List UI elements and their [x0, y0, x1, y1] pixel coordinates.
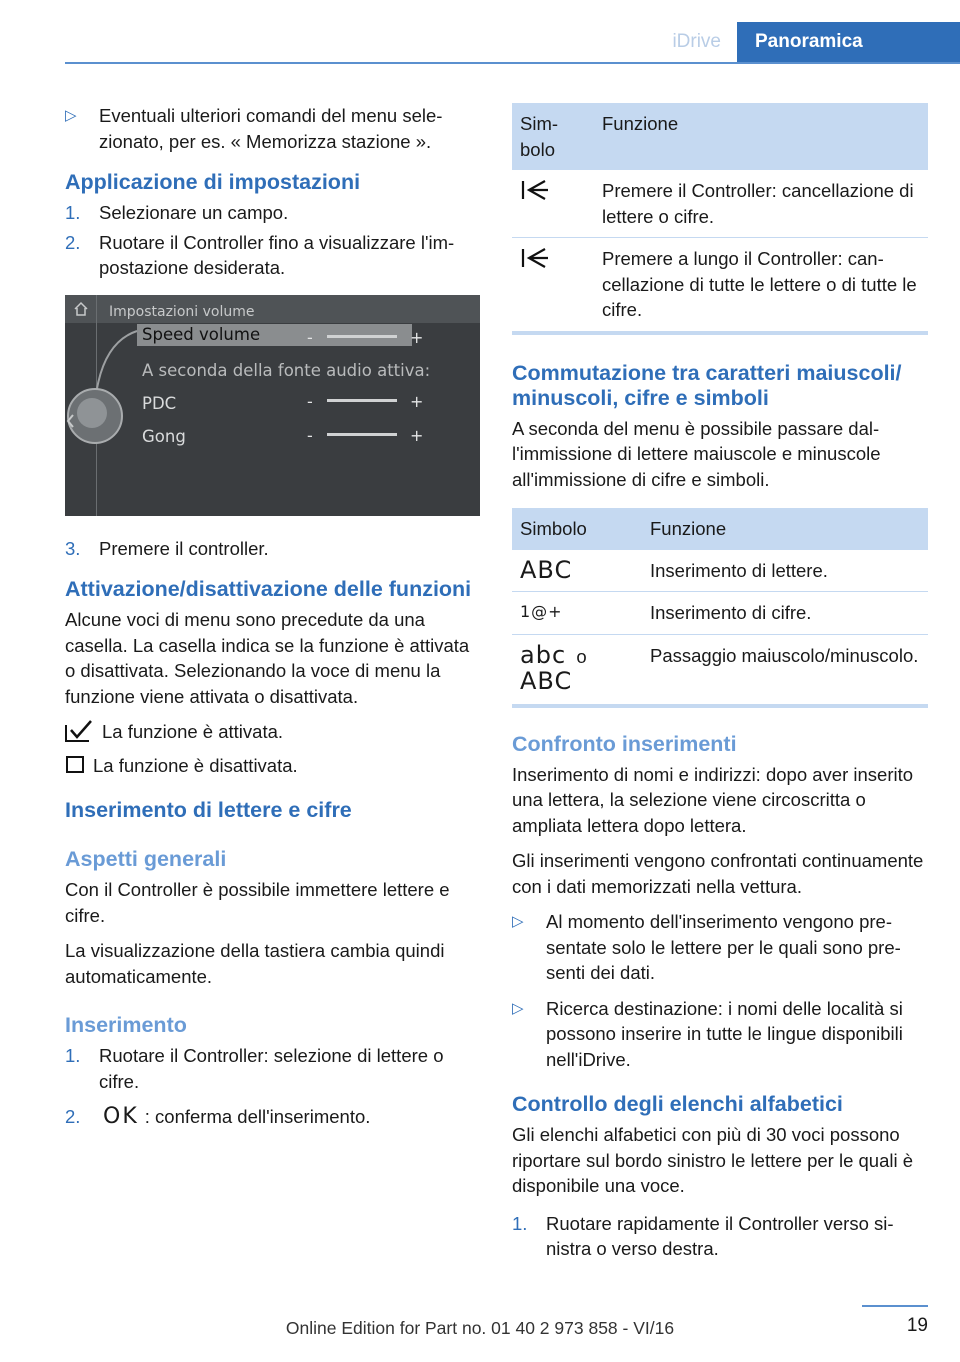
tab-panoramica: Panoramica: [737, 22, 960, 62]
tab-idrive: iDrive: [672, 31, 721, 52]
list-item: 2. OK : conferma dell'inserimento.: [65, 1104, 371, 1129]
checkbox-empty-icon: [65, 754, 91, 776]
plus-icon: +: [410, 425, 424, 445]
checkbox-checked-icon: [65, 720, 99, 744]
menu-label-fonte: A seconda della fonte audio attiva:: [142, 360, 431, 380]
volume-slider: [327, 433, 397, 436]
home-icon: [73, 301, 89, 317]
menu-item-speed-volume: Speed volume: [137, 324, 412, 346]
ok-symbol: OK: [103, 1104, 139, 1129]
list-item: 1. Selezionare un campo.: [65, 202, 289, 223]
footer-edition: Online Edition for Part no. 01 40 2 973 858 - VI/16: [285, 1318, 675, 1338]
plus-icon: +: [410, 327, 424, 347]
list-item: ▷ Ricerca destinazione: i nomi delle località si possono inserire in tutte le lingue disponibili nell'iDrive.: [512, 996, 928, 1073]
screen-title: Impostazioni volume: [109, 303, 255, 320]
controller-graphic: [65, 323, 480, 516]
table-simboli: Simbolo Funzione ABC Inserimento di lettere. 1@+ Inserimento di cifre. abc o ABC Passaggio maiuscolo/minuscolo.: [512, 508, 928, 708]
table-row: Premere il Controller: cancellazione di lettere o cifre.: [512, 170, 928, 238]
list-item: ▷ Al momento dell'inserimento vengono presentate solo le lettere per le quali sono presenti dei dati.: [512, 909, 928, 986]
minus-icon: -: [307, 391, 313, 411]
table-cancellazione: Simbolo Funzione Premere il Controller: cancellazione di lettere o cifre. Premere a lungo il Controller: cancellazione di tutte le lettere o di tutte le cifre.: [512, 103, 928, 335]
abc-upper-symbol: ABC: [520, 667, 573, 695]
bullet-triangle-icon: ▷: [65, 107, 77, 124]
heading-commutazione: Commutazione tra caratteri maiuscoli/ minuscoli, cifre e simboli: [512, 360, 902, 410]
table-row: abc o ABC Passaggio maiuscolo/minuscolo.: [512, 634, 928, 706]
page-number: 19: [862, 1305, 928, 1337]
bullet-triangle-icon: ▷: [512, 999, 524, 1017]
digits-symbol: 1@+: [512, 592, 642, 635]
header-bar: [65, 22, 960, 64]
abc-lower-symbol: abc: [520, 640, 567, 669]
heading-confronto: Confronto inserimenti: [512, 731, 737, 756]
heading-attivazione: Attivazione/disattivazione delle funzioni: [65, 577, 472, 601]
plus-icon: +: [410, 391, 424, 411]
list-item: 1. Ruotare rapidamente il Controller verso sinistra o verso destra.: [512, 1212, 894, 1259]
volume-slider: [327, 399, 397, 402]
heading-inserimento: Inserimento: [65, 1013, 187, 1037]
idrive-screen-image: [65, 295, 480, 516]
abc-upper-symbol: ABC: [512, 550, 642, 592]
check-off-row: La funzione è disattivata.: [65, 753, 480, 779]
list-item: ▷ Eventuali ulteriori comandi del menu selezionato, per es. « Memorizza stazione ».: [65, 103, 480, 154]
table-row: Premere a lungo il Controller: cancellazione di tutte le lettere o di tutte le cifre.: [512, 238, 928, 333]
left-column: ▷ Eventuali ulteriori comandi del menu selezionato, per es. « Memorizza stazione ». Applicazione di impostazioni 1. Selezionare un campo. 2. Ruotare il Controller fino a visualizzare l'impostazione desiderata. Impostazioni volume Speed volume A seconda della fonte audio attiva: PDC Gong - + - + - + 3. Premere il controller. Attivazione/disattivazione delle funzioni Alcune voci di menu sono precedute da una casella. La casella indica se la funzione è attivata o disattivata. Selezionando la voce di menu la funzione viene attivata o disattivata. La funzione è attivata. La funzione è disattivata. Inserimento di lettere e cifre Aspetti generali Con il Controller è possibile immettere lettere e cifre. La visualizzazione della tastiera cambia quindi automaticamente. Inserimento 1. Ruotare il Controller: selezione di lettere o cifre. 2. OK : conferma dell'inserimento.: [65, 103, 480, 1140]
right-column: Simbolo Funzione Premere il Controller: cancellazione di lettere o cifre. Premere a lungo il Controller: cancellazione di tutte le lettere o di tutte le cifre. Commutazione tra caratteri maiuscoli/ minuscoli, cifre e simboli A seconda del menu è possibile passare dall'immissione di lettere maiuscole e minuscole all'immissione di cifre e simboli. Simbolo Funzione ABC Inserimento di lettere. 1@+ Inserimento di cifre. abc o ABC Passaggio maiuscolo/minuscolo. Confronto inserimenti Inserimento di nomi e indirizzi: dopo aver inserito una lettera, la selezione viene circoscritta o ampliata lettera dopo lettera. Gli inserimenti vengono confrontati continuamente con i dati memorizzati nella vettura. ▷ Al momento dell'inserimento vengono presentate solo le lettere per le quali sono presenti dei dati. ▷ Ricerca destinazione: i nomi delle località si possono inserire in tutte le lingue disponibili nell'iDrive. Controllo degli elenchi alfabetici Gli elenchi alfabetici con più di 30 voci possono riportare sul bordo sinistro le lettere per le quali è disponibile una voce. 1. Ruotare rapidamente il Controller verso sinistra o verso destra.: [512, 103, 928, 1272]
heading-applicazione: Applicazione di impostazioni: [65, 170, 361, 194]
menu-item-pdc: PDC: [142, 393, 177, 413]
heading-aspetti: Aspetti generali: [65, 847, 227, 871]
backspace-arrow-icon: [520, 246, 550, 270]
menu-item-gong: Gong: [142, 426, 186, 446]
check-on-row: La funzione è attivata.: [65, 719, 480, 745]
list-item: 1. Ruotare il Controller: selezione di lettere o cifre.: [65, 1045, 444, 1092]
paragraph: Alcune voci di menu sono precedute da una casella. La casella indica se la funzione è attivata o disattivata. Selezionando la voce di menu la funzione viene attivata o disattivata.: [65, 609, 470, 707]
bullet-triangle-icon: ▷: [512, 913, 524, 930]
backspace-arrow-icon: [520, 178, 550, 202]
heading-inserimento-lettere: Inserimento di lettere e cifre: [65, 798, 352, 822]
list-item: 2. Ruotare il Controller fino a visualizzare l'impostazione desiderata.: [65, 231, 455, 278]
table-row: 1@+ Inserimento di cifre.: [512, 592, 928, 635]
list-item: 3. Premere il controller.: [65, 537, 269, 559]
volume-slider: [327, 335, 397, 338]
heading-controllo: Controllo degli elenchi alfabetici: [512, 1092, 843, 1116]
minus-icon: -: [307, 425, 313, 445]
table-row: ABC Inserimento di lettere.: [512, 550, 928, 592]
minus-icon: -: [307, 327, 313, 347]
